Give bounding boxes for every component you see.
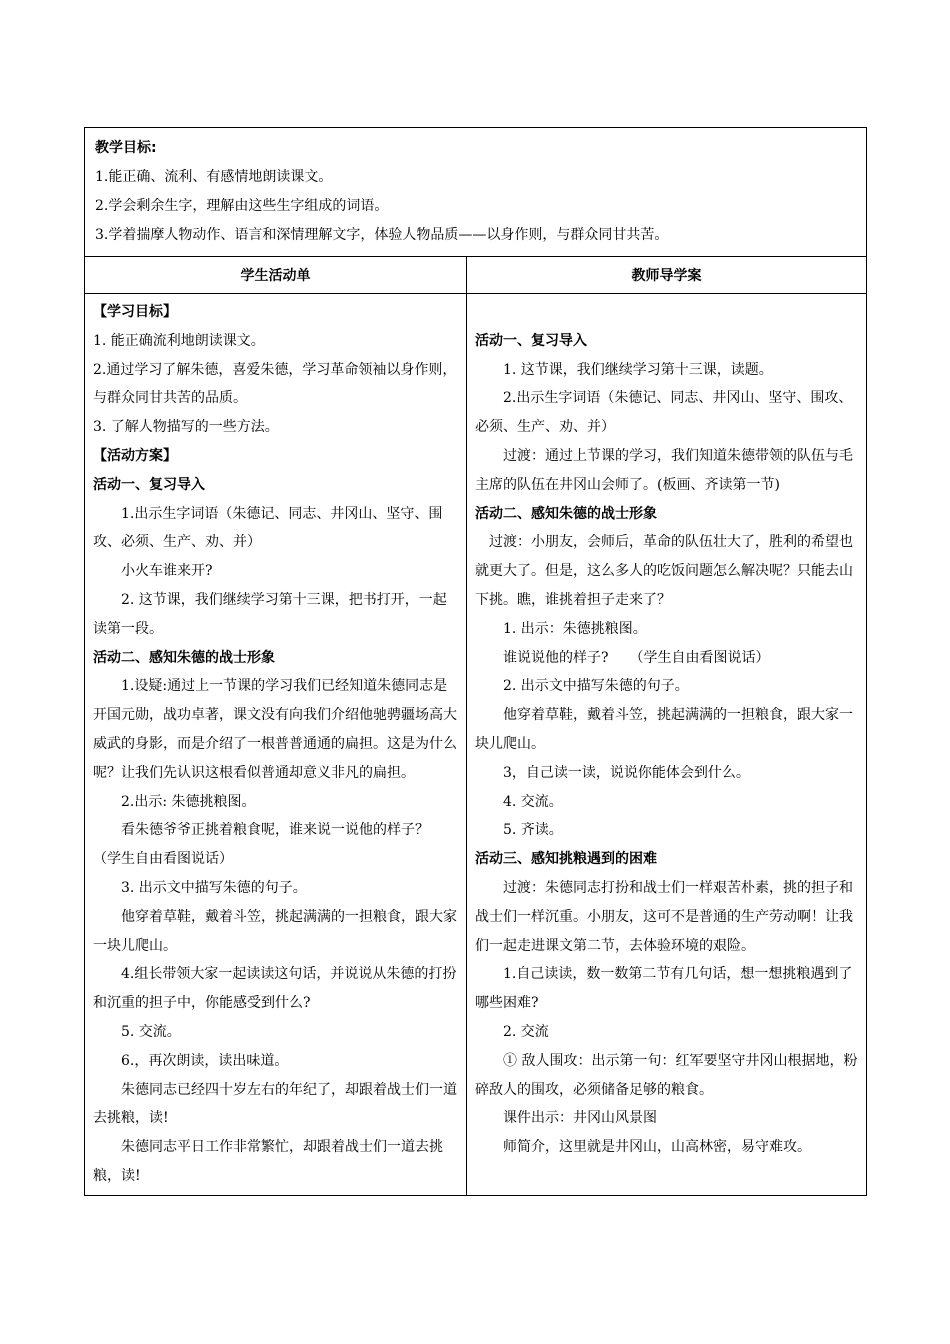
paragraph: 看朱德爷爷正挑着粮食呢，谁来说一说他的样子？ （学生自由看图说话）	[93, 822, 457, 868]
objective-item: 1.能正确、流利、有感情地朗读课文。	[95, 169, 333, 185]
paragraph: 1.自己读读，数一数第二节有几句话，想一想挑粮遇到了哪些困难?	[475, 966, 853, 1012]
paragraph: 过渡：朱德同志打扮和战士们一样艰苦朴素，挑的担子和战士们一样沉重。小朋友，这可不是普通的生产劳动啊！让我们一起走进课文第二节，去体验环境的艰险。	[475, 879, 853, 954]
objectives-cell	[85, 128, 867, 257]
blank-line	[475, 298, 858, 327]
paragraph: 5. 齐读。	[503, 822, 563, 839]
paragraph: ① 敌人围攻：出示第一句：红军要坚守井冈山根据地，粉碎敌人的围攻，必须储备足够的粮食。	[475, 1052, 858, 1098]
section-heading: 活动一、复习导入	[475, 332, 587, 349]
objective-item: 2.学会剩余生字，理解由这些生字组成的词语。	[95, 198, 389, 214]
header-row	[85, 257, 867, 294]
teacher-guide-column	[467, 294, 867, 1196]
paragraph: 1. 出示：朱德挑粮图。	[503, 620, 647, 637]
student-activity-column	[85, 294, 467, 1196]
paragraph: 3. 出示文中描写朱德的句子。	[121, 879, 307, 896]
paragraph: 4. 交流。	[503, 793, 563, 810]
section-heading: 活动三、感知挑粮遇到的困难	[475, 851, 657, 868]
paragraph: 2.通过学习了解朱德，喜爱朱德，学习革命领袖以身作则，与群众同甘共苦的品质。	[93, 361, 457, 407]
paragraph: 课件出示：井冈山风景图	[503, 1110, 657, 1127]
paragraph: 2. 交流	[503, 1023, 549, 1040]
paragraph: 3. 了解人物描写的一些方法。	[93, 419, 279, 436]
paragraph: 小火车谁来开?	[121, 563, 213, 580]
section-heading: 【活动方案】	[93, 447, 177, 464]
paragraph: 2.出示生字词语（朱德记、同志、井冈山、坚守、围攻、必须、生产、劝、并）	[475, 390, 853, 436]
paragraph: 谁说说他的样子? （学生自由看图说话）	[503, 649, 770, 666]
paragraph: 1.出示生字词语（朱德记、同志、井冈山、坚守、围攻、必须、生产、劝、并）	[93, 505, 443, 551]
paragraph: 1. 能正确流利地朗读课文。	[93, 332, 265, 349]
objectives-row	[85, 128, 867, 257]
paragraph: 朱德同志已经四十岁左右的年纪了，却跟着战士们一道去挑粮，读!	[93, 1081, 457, 1127]
paragraph: 2. 出示文中描写朱德的句子。	[503, 678, 689, 695]
student-column-header: 学生活动单	[85, 257, 467, 294]
paragraph: 3，自己读一读，说说你能体会到什么。	[503, 764, 750, 781]
student-activity-list	[93, 298, 458, 1191]
section-heading: 活动一、复习导入	[93, 476, 205, 493]
paragraph: 朱德同志平日工作非常繁忙，却跟着战士们一道去挑粮，读!	[93, 1139, 443, 1184]
paragraph: 1. 这节课，我们继续学习第十三课，读题。	[503, 361, 773, 378]
paragraph: 4.组长带领大家一起读读这句话，并说说从朱德的打扮和沉重的担子中，你能感受到什么?	[93, 966, 457, 1012]
lesson-plan-sheet	[84, 127, 866, 1196]
paragraph: 5. 交流。	[121, 1023, 181, 1040]
section-heading: 活动二、感知朱德的战士形象	[93, 649, 275, 666]
paragraph: 他穿着草鞋，戴着斗笠，挑起满满的一担粮食，跟大家一块儿爬山。	[475, 707, 853, 752]
lesson-plan-table	[84, 127, 867, 1196]
content-row	[85, 294, 867, 1196]
paragraph: 师简介，这里就是井冈山，山高林密，易守难攻。	[503, 1139, 811, 1156]
teacher-guide-list	[475, 298, 858, 1162]
paragraph: 2. 这节课，我们继续学习第十三课，把书打开，一起读第一段。	[93, 591, 447, 637]
paragraph: 过渡：通过上节课的学习，我们知道朱德带领的队伍与毛主席的队伍在井冈山会师了。(板画、齐读第一节)	[475, 447, 853, 493]
paragraph: 6.，再次朗读，读出味道。	[121, 1052, 289, 1069]
paragraph: 1.设疑:通过上一节课的学习我们已经知道朱德同志是开国元勋，战功卓著，课文没有向我们介绍他驰骋疆场高大威武的身影，而是介绍了一根普普通通的扁担。这是为什么呢？让我们先认识这根看似普通却意义非凡的扁担。	[93, 678, 457, 781]
objective-item: 3.学着揣摩人物动作、语言和深情理解文字，体验人物品质——以身作则，与群众同甘共苦。	[95, 227, 669, 243]
paragraph: 他穿着草鞋，戴着斗笠，挑起满满的一担粮食，跟大家一块儿爬山。	[93, 908, 457, 954]
paragraph: 过渡：小朋友，会师后，革命的队伍壮大了，胜利的希望也就更大了。但是，这么多人的吃饭问题怎么解决呢？只能去山下挑。瞧，谁挑着担子走来了？	[475, 534, 853, 608]
section-heading: 【学习目标】	[93, 304, 177, 320]
section-heading: 活动二、感知朱德的战士形象	[475, 505, 657, 522]
objectives-title: 教学目标:	[95, 140, 157, 156]
teacher-column-header: 教师导学案	[467, 257, 867, 294]
paragraph: 2.出示: 朱德挑粮图。	[121, 793, 256, 810]
